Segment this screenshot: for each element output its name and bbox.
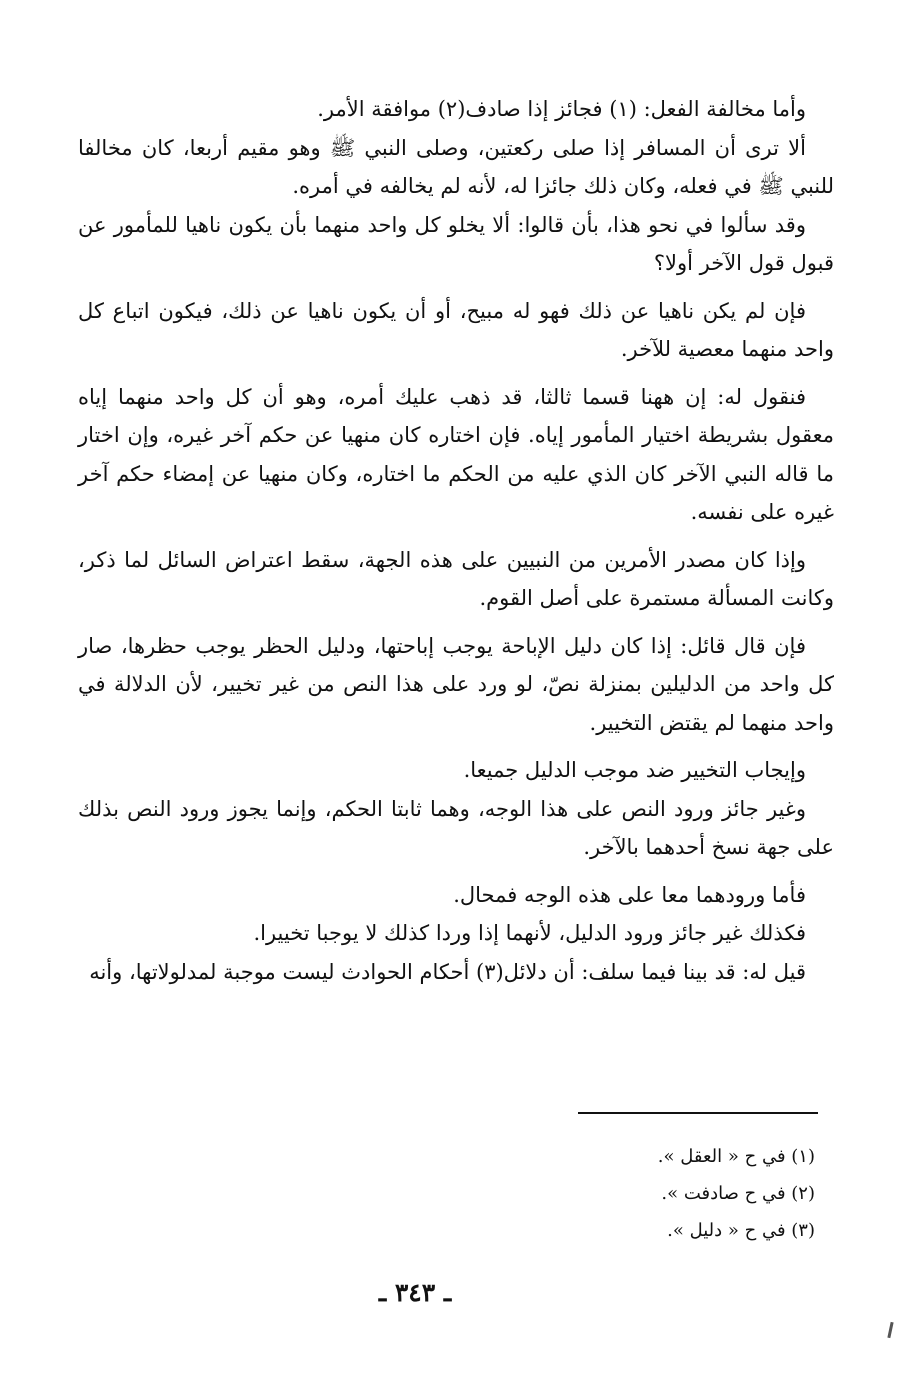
footnote-3: (٣) في ح « دليل ». [667, 1220, 815, 1241]
paragraph-2: ألا ترى أن المسافر إذا صلى ركعتين، وصلى النبي ﷺ وهو مقيم أربعا، كان مخالفا للنبي ﷺ في فعله، وكان ذلك جائزا له، لأنه لم يخالفه في أمره. [78, 135, 834, 198]
page-number: ـ ٣٤٣ ـ [378, 1278, 452, 1307]
paragraph-12: قيل له: قد بينا فيما سلف: أن دلائل(٣) أحكام الحوادث ليست موجبة لمدلولاتها، وأنه [89, 959, 806, 984]
footnote-2: (٢) في ح صادفت ». [661, 1183, 815, 1204]
footnote-separator [578, 1112, 818, 1114]
paragraph-8: وإيجاب التخيير ضد موجب الدليل جميعا. [463, 758, 806, 782]
paragraph-10: فأما ورودهما معا على هذه الوجه فمحال. [453, 882, 806, 907]
paragraph-3: وقد سألوا في نحو هذا، بأن قالوا: ألا يخلو كل واحد منهما بأن يكون ناهيا للمأمور عن قبول قول الآخر أولا؟ [78, 212, 834, 275]
main-text [78, 90, 834, 991]
paragraph-9: وغير جائز ورود النص على هذا الوجه، وهما ثابتا الحكم، وإنما يجوز ورود النص بذلك على جهة نسخ أحدهما بالآخر. [78, 796, 834, 859]
paragraph-11: فكذلك غير جائز ورود الدليل، لأنهما إذا وردا كذلك لا يوجبا تخييرا. [253, 921, 806, 945]
paragraph-5: فنقول له: إن ههنا قسما ثالثا، قد ذهب عليك أمره، وهو أن كل واحد منهما إياه معقول بشريطة اختيار المأمور إياه. فإن اختاره كان منهيا عن حكم آخر غيره، وإن اختار ما قاله النبي الآخر كان الذي عليه من الحكم ما اختاره، وكان منهيا عن إمضاء حكم آخر غيره على نفسه. [78, 384, 834, 524]
footnote-1: (١) في ح « العقل ». [657, 1146, 815, 1167]
paragraph-6: وإذا كان مصدر الأمرين من النبيين على هذه الجهة، سقط اعتراض السائل لما ذكر، وكانت المسألة مستمرة على أصل القوم. [78, 547, 834, 610]
footnotes [480, 1138, 815, 1249]
paragraph-4: فإن لم يكن ناهيا عن ذلك فهو له مبيح، أو أن يكون ناهيا عن ذلك، فيكون اتباع كل واحد منهما معصية للآخر. [78, 298, 834, 361]
scan-edge-mark [887, 1322, 893, 1338]
paragraph-7: فإن قال قائل: إذا كان دليل الإباحة يوجب إباحتها، ودليل الحظر يوجب حظرها، صار كل واحد من الدليلين بمنزلة نصّ، لو ورد على هذا النص من غير تخيير، لأن الدلالة في واحد منهما لم يقتض التخيير. [78, 633, 834, 735]
paragraph-1: وأما مخالفة الفعل: (١) فجائز إذا صادف(٢) موافقة الأمر. [317, 97, 806, 121]
